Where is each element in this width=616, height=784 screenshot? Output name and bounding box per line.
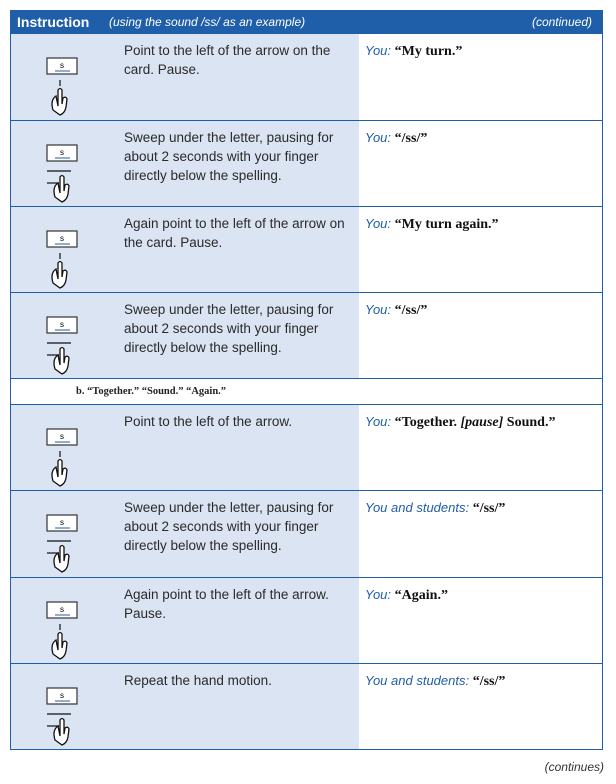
row-description: Sweep under the letter, pausing for about 2 seconds with your finger directly below the spelling. — [124, 130, 334, 183]
speaker-label: You: — [365, 587, 392, 602]
sweep-icon — [41, 141, 91, 211]
speaker-label: You: — [365, 302, 392, 317]
header-subtitle: (using the sound /ss/ as an example) — [109, 15, 306, 29]
instruction-row — [11, 578, 602, 664]
row-speech — [365, 586, 595, 604]
row-description: Again point to the left of the arrow on the card. Pause. — [124, 216, 345, 250]
instruction-row — [11, 293, 602, 379]
instruction-row — [11, 491, 602, 578]
svg-text:s: s — [60, 320, 64, 329]
speaker-label: You: — [365, 130, 392, 145]
svg-text:s: s — [60, 605, 64, 614]
row-speech — [365, 413, 595, 431]
speech-quote: “/ss/” — [394, 131, 428, 146]
speaker-label: You: — [365, 43, 392, 58]
row-description: Point to the left of the arrow on the card. Pause. — [124, 43, 331, 77]
row-speech — [365, 215, 595, 233]
row-description: Point to the left of the arrow. — [124, 414, 293, 429]
header-title: Instruction — [17, 14, 90, 30]
sweep-icon — [41, 684, 91, 754]
instruction-row — [11, 34, 602, 121]
speech-quote: “Together. [pause] Sound.” — [394, 415, 556, 430]
speech-quote: “/ss/” — [472, 501, 506, 516]
pause-cue: [pause] — [460, 415, 504, 430]
header-continued: (continued) — [531, 15, 592, 29]
instruction-row — [11, 207, 602, 293]
svg-text:s: s — [60, 61, 64, 70]
row-speech — [365, 499, 595, 517]
speaker-label: You and students: — [365, 673, 470, 688]
instruction-row — [11, 664, 602, 749]
point-icon — [41, 425, 91, 495]
speech-quote: “/ss/” — [472, 674, 506, 689]
instruction-table — [10, 10, 603, 750]
point-icon — [41, 598, 91, 668]
instruction-row — [11, 405, 602, 491]
svg-text:s: s — [60, 234, 64, 243]
sweep-icon — [41, 313, 91, 383]
svg-text:s: s — [60, 518, 64, 527]
row-description: Sweep under the letter, pausing for about 2 seconds with your finger directly below the spelling. — [124, 500, 334, 553]
row-description: Again point to the left of the arrow. Pause. — [124, 587, 329, 621]
row-description: Sweep under the letter, pausing for about 2 seconds with your finger directly below the spelling. — [124, 302, 334, 355]
row-speech — [365, 129, 595, 147]
svg-text:s: s — [60, 148, 64, 157]
speaker-label: You: — [365, 216, 392, 231]
subheading-row — [11, 379, 602, 405]
svg-text:s: s — [60, 432, 64, 441]
row-speech — [365, 42, 595, 60]
speech-quote: “/ss/” — [394, 303, 428, 318]
point-icon — [41, 227, 91, 297]
continues-note: (continues) — [544, 760, 604, 774]
subheading-text: b. “Together.” “Sound.” “Again.” — [76, 386, 227, 397]
svg-text:s: s — [60, 691, 64, 700]
speech-quote: “My turn.” — [394, 44, 463, 59]
table-header — [11, 11, 602, 34]
speech-quote: “My turn again.” — [394, 217, 499, 232]
speaker-label: You: — [365, 414, 392, 429]
sweep-icon — [41, 511, 91, 581]
instruction-row — [11, 121, 602, 207]
speaker-label: You and students: — [365, 500, 470, 515]
speech-quote: “Again.” — [394, 588, 448, 603]
row-speech — [365, 301, 595, 319]
row-description: Repeat the hand motion. — [124, 673, 272, 688]
point-icon — [41, 54, 91, 124]
row-speech — [365, 672, 595, 690]
